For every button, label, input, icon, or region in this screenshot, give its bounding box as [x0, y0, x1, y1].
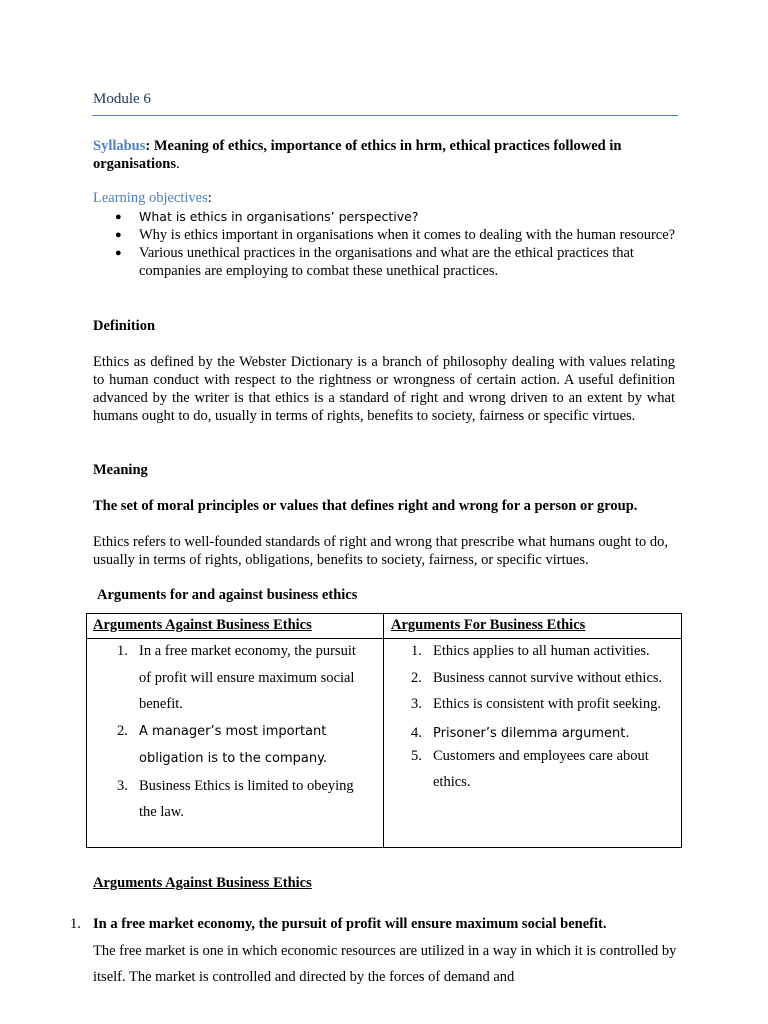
list-number: 3.	[117, 777, 128, 794]
list-number: 2.	[117, 722, 128, 739]
syllabus-text: Meaning of ethics, importance of ethics in hrm, ethical practices followed in organisations	[93, 138, 622, 172]
syllabus-line	[93, 137, 677, 173]
syllabus-label: Syllabus	[93, 138, 146, 154]
arguments-table	[86, 613, 682, 848]
list-number: 2.	[411, 669, 422, 686]
meaning-heading: Meaning	[93, 462, 148, 478]
list-item	[93, 226, 677, 244]
definition-heading: Definition	[93, 318, 156, 334]
for-item-text: Prisoner’s dilemma argument.	[433, 725, 630, 741]
title-divider	[92, 115, 678, 116]
list-item	[117, 718, 371, 773]
list-item	[411, 743, 673, 796]
list-number: 1.	[411, 643, 422, 659]
for-item-text: Ethics applies to all human activities.	[433, 643, 650, 659]
list-item	[411, 718, 673, 743]
learning-objectives-label: Learning objectives	[93, 190, 208, 206]
for-column	[384, 614, 681, 847]
meaning-paragraph: Ethics refers to well-founded standards of right and wrong that prescribe what humans ought to do, usually in terms of rights, obligations, benefits to society, fairness, or specific virtues.	[93, 534, 669, 568]
for-column-header: Arguments For Business Ethics	[391, 617, 586, 633]
definition-paragraph: Ethics as defined by the Webster Dictionary is a branch of philosophy dealing with values relating to human conduct with respect to the rightness or wrongness of certain action. A useful definition advanced by the writer is that ethics is a standard of right and wrong driven to an extent by what humans ought to do, usually in terms of rights, benefits to society, fairness or specific virtues.	[93, 354, 675, 424]
list-item	[411, 638, 673, 665]
objective-text: What is ethics in organisations’ perspective?	[139, 209, 419, 224]
bullet-icon: ●	[115, 211, 122, 223]
list-item	[411, 665, 673, 692]
list-item	[411, 691, 673, 718]
module-title: Module 6	[93, 91, 151, 107]
syllabus-period: .	[176, 156, 180, 172]
list-number: 5.	[411, 747, 422, 764]
list-number: 4.	[411, 724, 422, 741]
learning-objectives-colon: :	[207, 190, 212, 206]
list-item	[117, 773, 371, 826]
against-item-text: In a free market economy, the pursuit of profit will ensure maximum social benefit.	[139, 643, 356, 712]
syllabus-colon: :	[145, 138, 154, 154]
list-item	[93, 208, 677, 226]
for-item-text: Ethics is consistent with profit seeking.	[433, 696, 661, 712]
point-number: 1.	[70, 916, 81, 932]
list-number: 3.	[411, 696, 422, 712]
against-column	[87, 614, 384, 847]
list-item	[117, 638, 371, 718]
table-caption: Arguments for and against business ethics	[97, 587, 358, 603]
against-section-heading: Arguments Against Business Ethics	[93, 875, 312, 891]
point-title: In a free market economy, the pursuit of profit will ensure maximum social benefit.	[93, 916, 607, 932]
against-item-text: A manager’s most important obligation is to the company.	[139, 723, 328, 766]
for-item-text: Customers and employees care about ethics.	[433, 747, 649, 790]
objective-text: Various unethical practices in the organisations and what are the ethical practices that companies are employing to combat these unethical practices.	[139, 245, 634, 279]
for-item-text: Business cannot survive without ethics.	[433, 669, 663, 686]
learning-objectives-list	[93, 208, 677, 280]
bullet-icon: ●	[115, 229, 122, 241]
list-number: 1.	[117, 643, 128, 659]
learning-objectives-heading	[93, 189, 212, 207]
bullet-icon: ●	[115, 247, 122, 259]
against-column-header: Arguments Against Business Ethics	[93, 617, 312, 633]
point-body: The free market is one in which economic resources are utilized in a way in which it is controlled by itself. The market is controlled and directed by the forces of demand and	[93, 943, 677, 985]
objective-text: Why is ethics important in organisations when it comes to dealing with the human resource?	[139, 227, 676, 243]
against-list	[117, 638, 371, 826]
for-list	[411, 638, 673, 796]
against-item-text: Business Ethics is limited to obeying the law.	[139, 777, 354, 820]
meaning-bold-statement: The set of moral principles or values that defines right and wrong for a person or group.	[93, 498, 638, 514]
list-item	[93, 244, 677, 280]
